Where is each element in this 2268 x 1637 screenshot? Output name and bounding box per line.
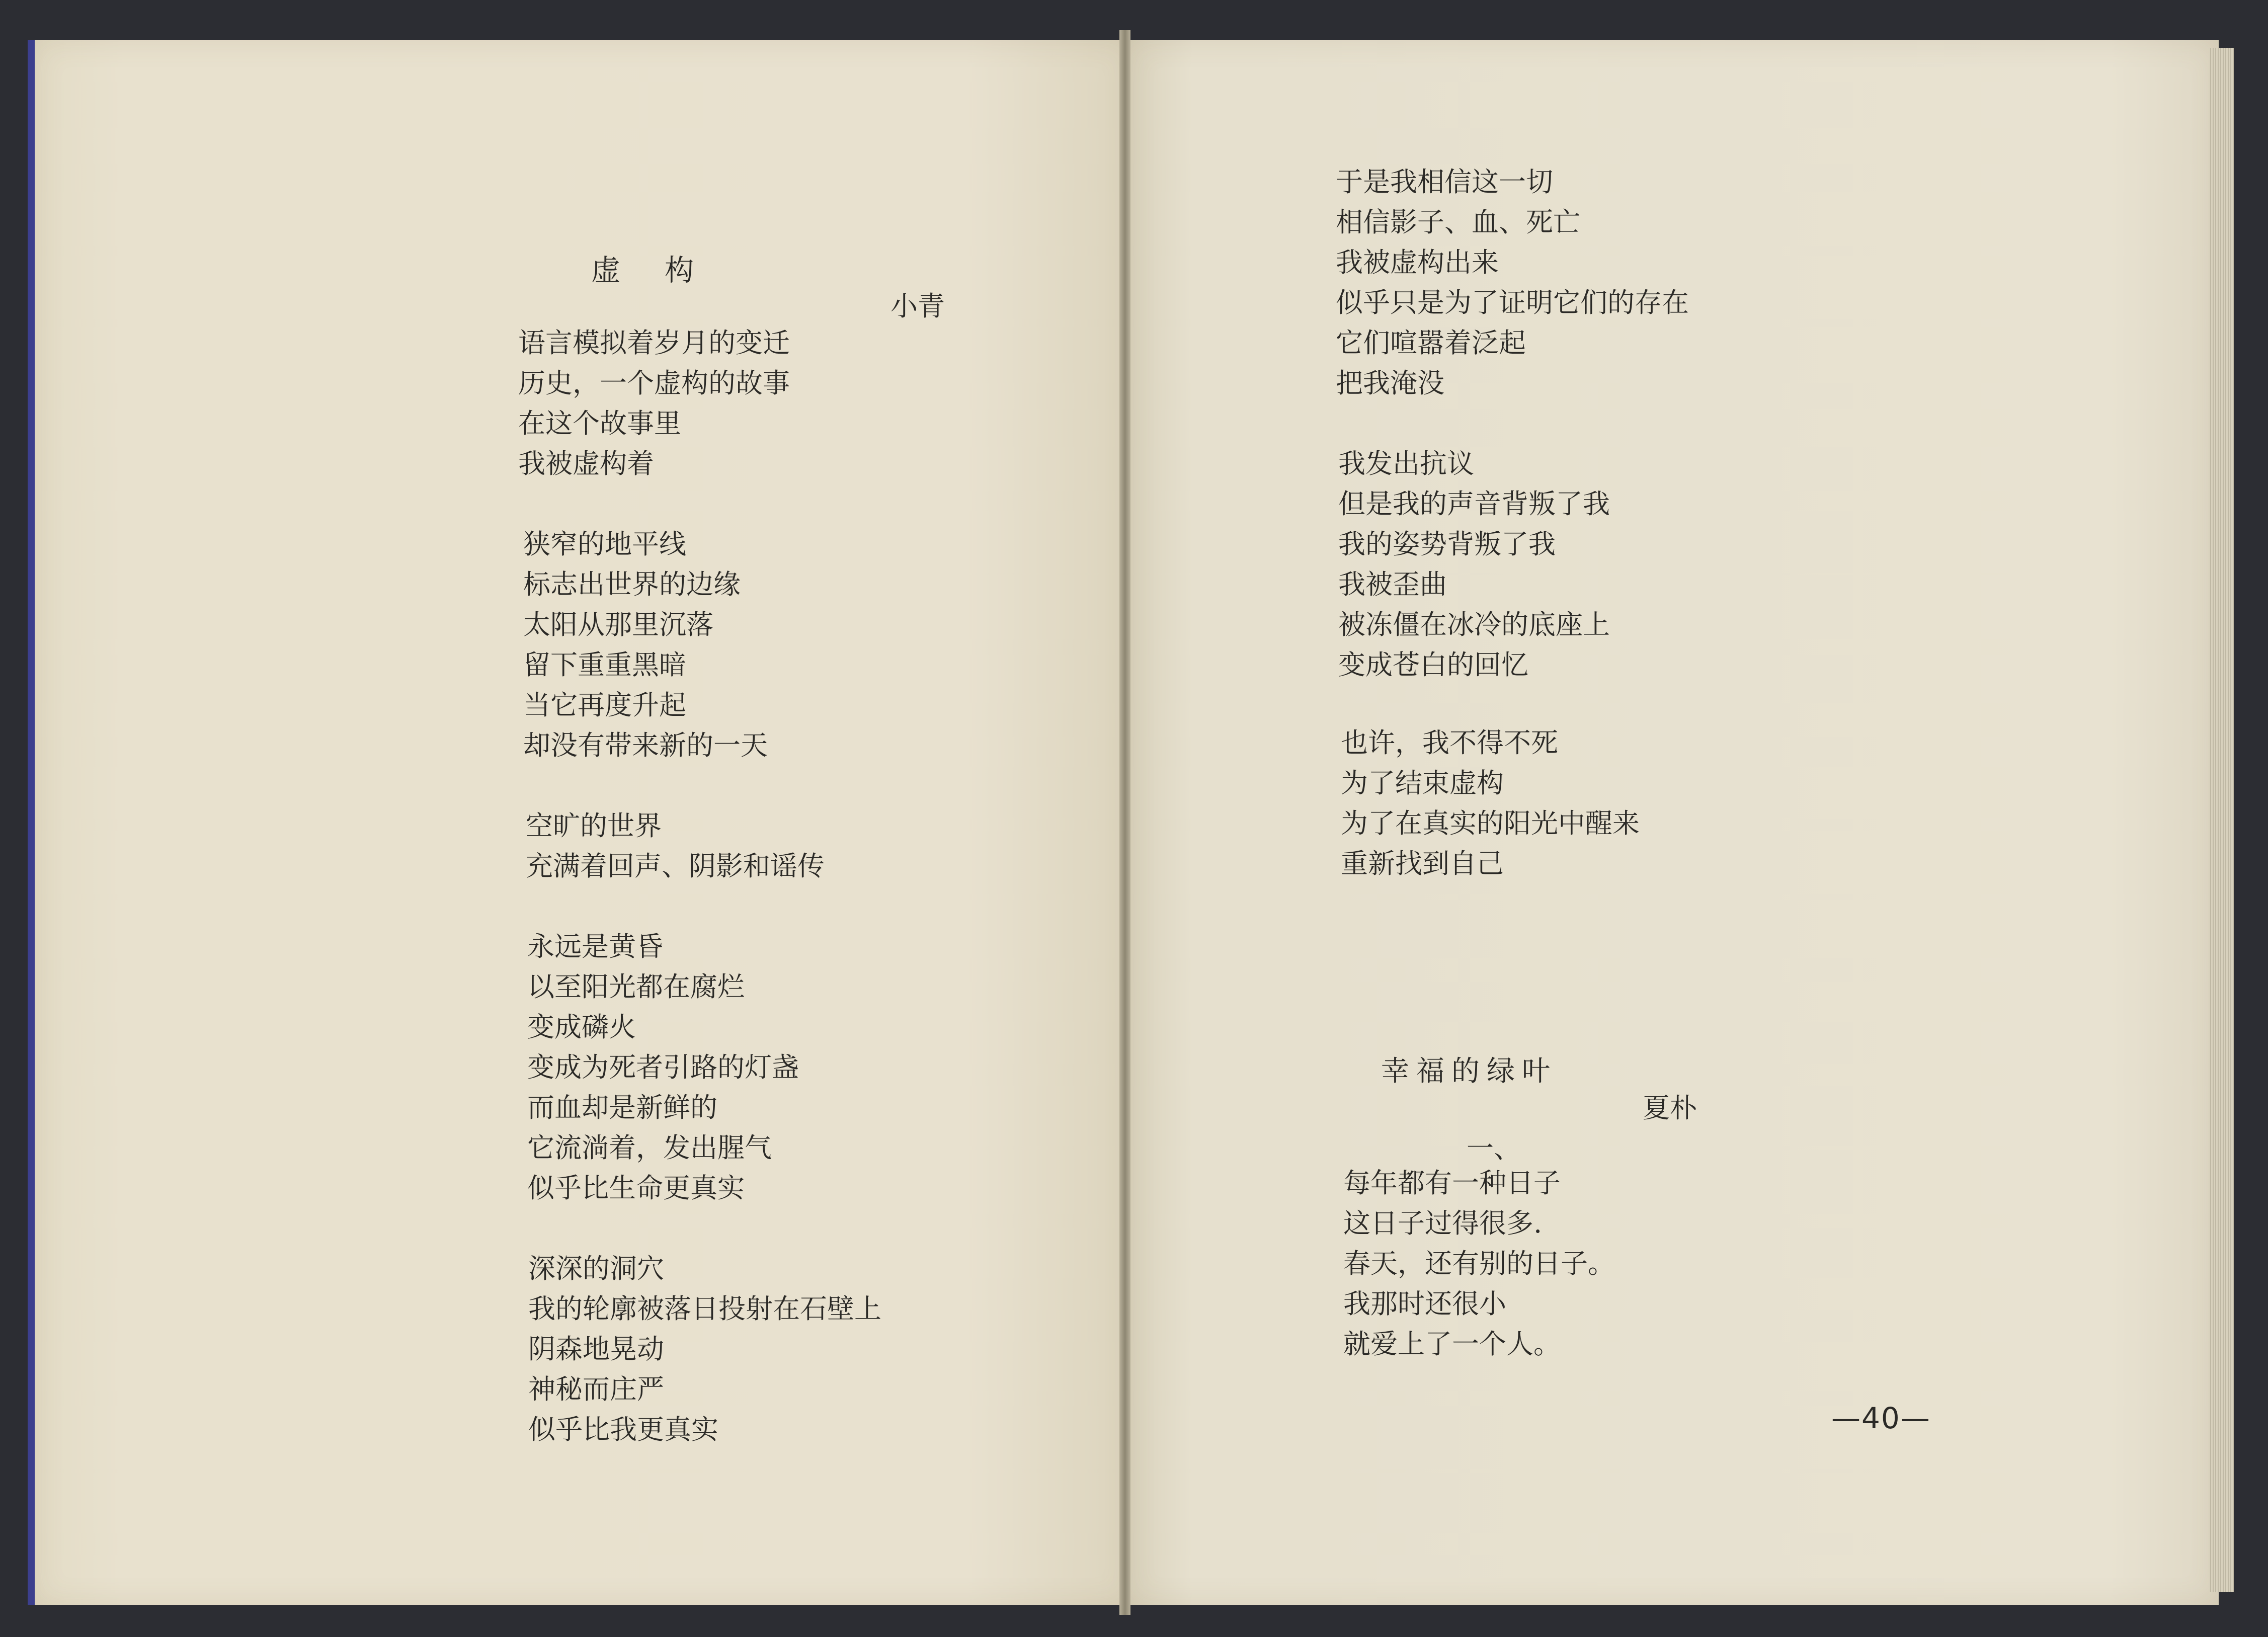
- poem-line: 却没有带来新的一天: [523, 729, 768, 761]
- poem-line: 于是我相信这一切: [1336, 166, 1553, 198]
- page-number: —40—: [1831, 1401, 1931, 1435]
- poem-line: 太阳从那里沉落: [523, 609, 713, 640]
- poem-line: 而血却是新鲜的: [527, 1092, 717, 1123]
- poem-line: 深深的洞穴: [528, 1253, 664, 1284]
- poem-line: 我的姿势背叛了我: [1338, 528, 1556, 560]
- poem-line: 变成磷火: [527, 1011, 636, 1043]
- poem-line: 每年都有一种日子: [1343, 1167, 1561, 1199]
- poem-line: 变成苍白的回忆: [1338, 649, 1528, 681]
- poem-line: 标志出世界的边缘: [523, 568, 741, 600]
- poem-line: 我被歪曲: [1338, 568, 1447, 600]
- poem-line: 似乎比生命更真实: [527, 1172, 745, 1204]
- poem-line: 我被虚构着: [518, 448, 654, 479]
- poem-line: 语言模拟着岁月的变迁: [518, 327, 790, 359]
- poem2-title: 幸福的绿叶: [1381, 1055, 1557, 1088]
- poem-author: 小青: [890, 290, 945, 322]
- poem-line: 把我淹没: [1336, 367, 1444, 399]
- poem-line: 永远是黄昏: [527, 931, 663, 962]
- poem-line: 为了结束虚构: [1341, 767, 1504, 799]
- page-edges: [2209, 48, 2234, 1592]
- book-gutter: [1119, 30, 1130, 1615]
- poem-line: 当它再度升起: [523, 689, 686, 721]
- poem-line: 似乎比我更真实: [528, 1414, 718, 1445]
- poem-line: 变成为死者引路的灯盏: [527, 1051, 799, 1083]
- poem-line: 相信影子、血、死亡: [1336, 206, 1580, 238]
- poem-line: 狭窄的地平线: [523, 528, 686, 560]
- poem-line: 留下重重黑暗: [523, 649, 686, 681]
- poem-line: 我的轮廓被落日投射在石壁上: [528, 1293, 881, 1325]
- right-page: [1127, 40, 2219, 1605]
- poem-line: 在这个故事里: [518, 407, 681, 439]
- poem2-section-number: 一、: [1467, 1132, 1521, 1164]
- poem-line: 这日子过得很多.: [1343, 1207, 1543, 1239]
- poem-line: 重新找到自己: [1341, 848, 1504, 879]
- poem-line: 以至阳光都在腐烂: [527, 971, 745, 1003]
- poem-line: 历史，一个虚构的故事: [518, 367, 790, 399]
- poem-line: 但是我的声音背叛了我: [1338, 488, 1610, 520]
- poem-line: 被冻僵在冰冷的底座上: [1338, 609, 1610, 640]
- poem-line: 也许，我不得不死: [1341, 727, 1558, 759]
- poem-line: 神秘而庄严: [528, 1373, 664, 1405]
- poem2-author: 夏朴: [1643, 1092, 1697, 1124]
- poem-line: 我被虚构出来: [1336, 247, 1499, 278]
- poem-line: 春天，还有别的日子。: [1343, 1248, 1615, 1279]
- poem-line: 充满着回声、阴影和谣传: [526, 850, 825, 882]
- poem-line: 就爱上了一个人。: [1343, 1328, 1561, 1360]
- poem-line: 空旷的世界: [526, 810, 662, 842]
- poem-line: 阴森地晃动: [528, 1333, 664, 1365]
- poem-line: 为了在真实的阳光中醒来: [1341, 807, 1640, 839]
- poem-line: 我发出抗议: [1338, 448, 1474, 479]
- poem-title: 虚 构: [591, 253, 711, 287]
- poem-line: 它流淌着，发出腥气: [527, 1132, 772, 1164]
- poem-line: 它们喧嚣着泛起: [1336, 327, 1526, 359]
- poem-line: 我那时还很小: [1343, 1288, 1506, 1320]
- poem-line: 似乎只是为了证明它们的存在: [1336, 287, 1689, 318]
